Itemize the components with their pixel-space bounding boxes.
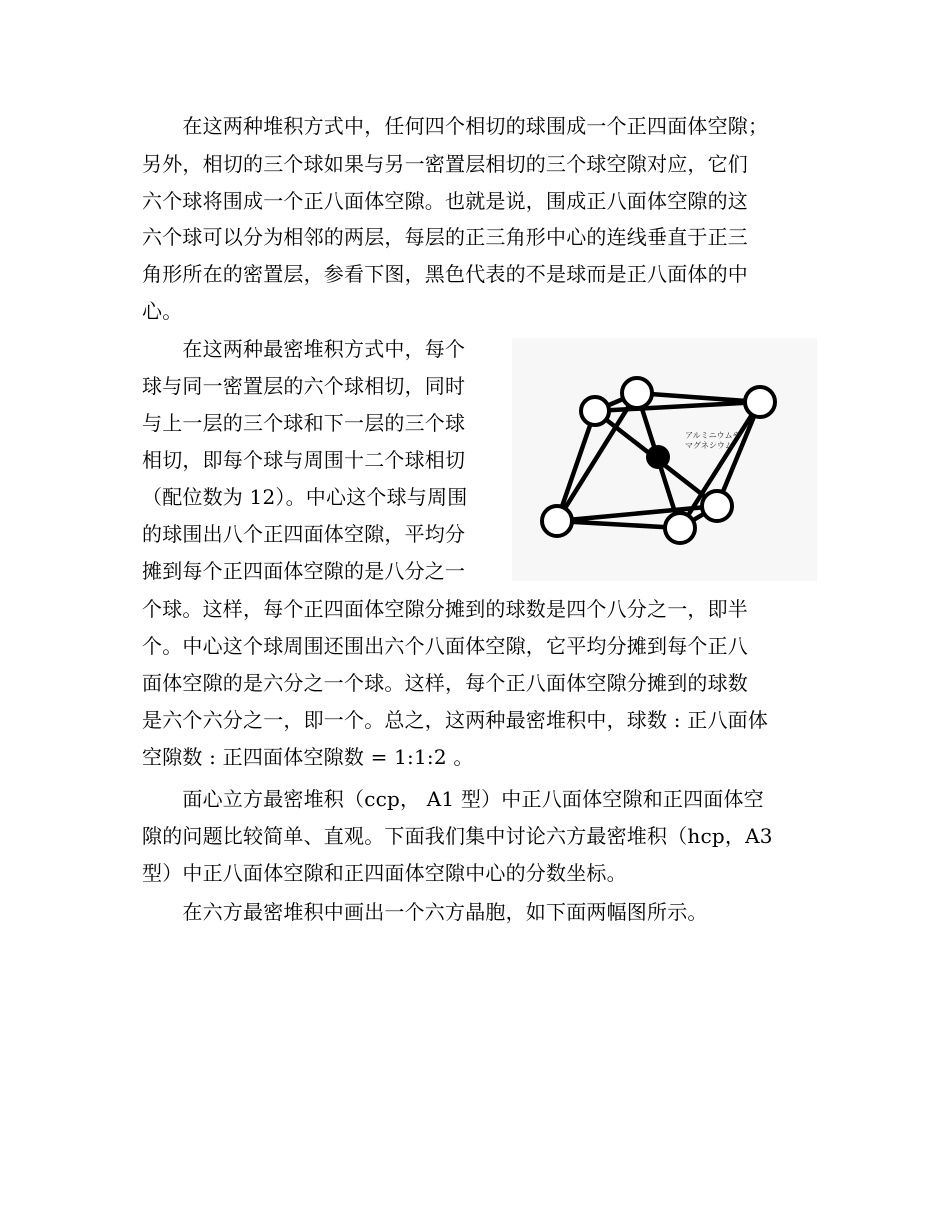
sphere xyxy=(745,387,775,417)
octahedron-center-dot xyxy=(646,445,670,469)
paragraph-line: 摊到每个正四面体空隙的是八分之一 xyxy=(142,559,466,583)
sphere xyxy=(622,378,652,408)
sphere xyxy=(542,506,572,536)
paragraph-line: 空隙数 : 正四面体空隙数 = 1:1:2 。 xyxy=(142,745,474,769)
paragraph-line: 六个球可以分为相邻的两层，每层的正三角形中心的连线垂直于正三 xyxy=(142,225,748,249)
paragraph-line: 面心立方最密堆积（ccp， A1 型）中正八面体空隙和正四面体空 xyxy=(142,787,764,811)
paragraph-line: 型）中正八面体空隙和正四面体空隙中心的分数坐标。 xyxy=(142,861,627,885)
paragraph-line: 心。 xyxy=(142,299,183,323)
figure-label-line2: マグネシウム xyxy=(685,441,733,450)
paragraph-line: 角形所在的密置层，参看下图，黑色代表的不是球而是正八面体的中 xyxy=(142,262,748,286)
paragraph-line: 个球。这样，每个正四面体空隙分摊到的球数是四个八分之一，即半 xyxy=(142,597,748,621)
paragraph-line: （配位数为 12）。中心这个球与周围 xyxy=(142,485,468,509)
paragraph-line: 的球围出八个正四面体空隙，平均分 xyxy=(142,522,466,546)
paragraph-line: 相切，即每个球与周围十二个球相切 xyxy=(142,448,466,472)
sphere xyxy=(702,491,732,521)
paragraph-line: 在这两种最密堆积方式中，每个 xyxy=(142,337,466,361)
paragraph-line: 在这两种堆积方式中，任何四个相切的球围成一个正四面体空隙； xyxy=(142,114,769,138)
paragraph-line: 隙的问题比较简单、直观。下面我们集中讨论六方最密堆积（hcp，A3 xyxy=(142,824,773,848)
paragraph-line: 是六个六分之一，即一个。总之，这两种最密堆积中，球数 : 正八面体 xyxy=(142,708,769,732)
paragraph-line: 在六方最密堆积中画出一个六方晶胞，如下面两幅图所示。 xyxy=(142,900,708,924)
paragraph-line: 六个球将围成一个正八面体空隙。也就是说，围成正八面体空隙的这 xyxy=(142,189,748,213)
figure-label-line1: アルミニウムや xyxy=(685,431,741,440)
paragraph-line: 球与同一密置层的六个球相切，同时 xyxy=(142,374,466,398)
octahedral-void-diagram xyxy=(512,338,817,581)
paragraph-line: 另外，相切的三个球如果与另一密置层相切的三个球空隙对应，它们 xyxy=(142,152,748,176)
octahedron-figure xyxy=(512,338,817,581)
paragraph-line: 个。中心这个球周围还围出六个八面体空隙，它平均分摊到每个正八 xyxy=(142,634,748,658)
sphere xyxy=(581,397,609,425)
paragraph-line: 面体空隙的是六分之一个球。这样，每个正八面体空隙分摊到的球数 xyxy=(142,671,748,695)
sphere xyxy=(665,513,695,543)
paragraph-line: 与上一层的三个球和下一层的三个球 xyxy=(142,411,466,435)
